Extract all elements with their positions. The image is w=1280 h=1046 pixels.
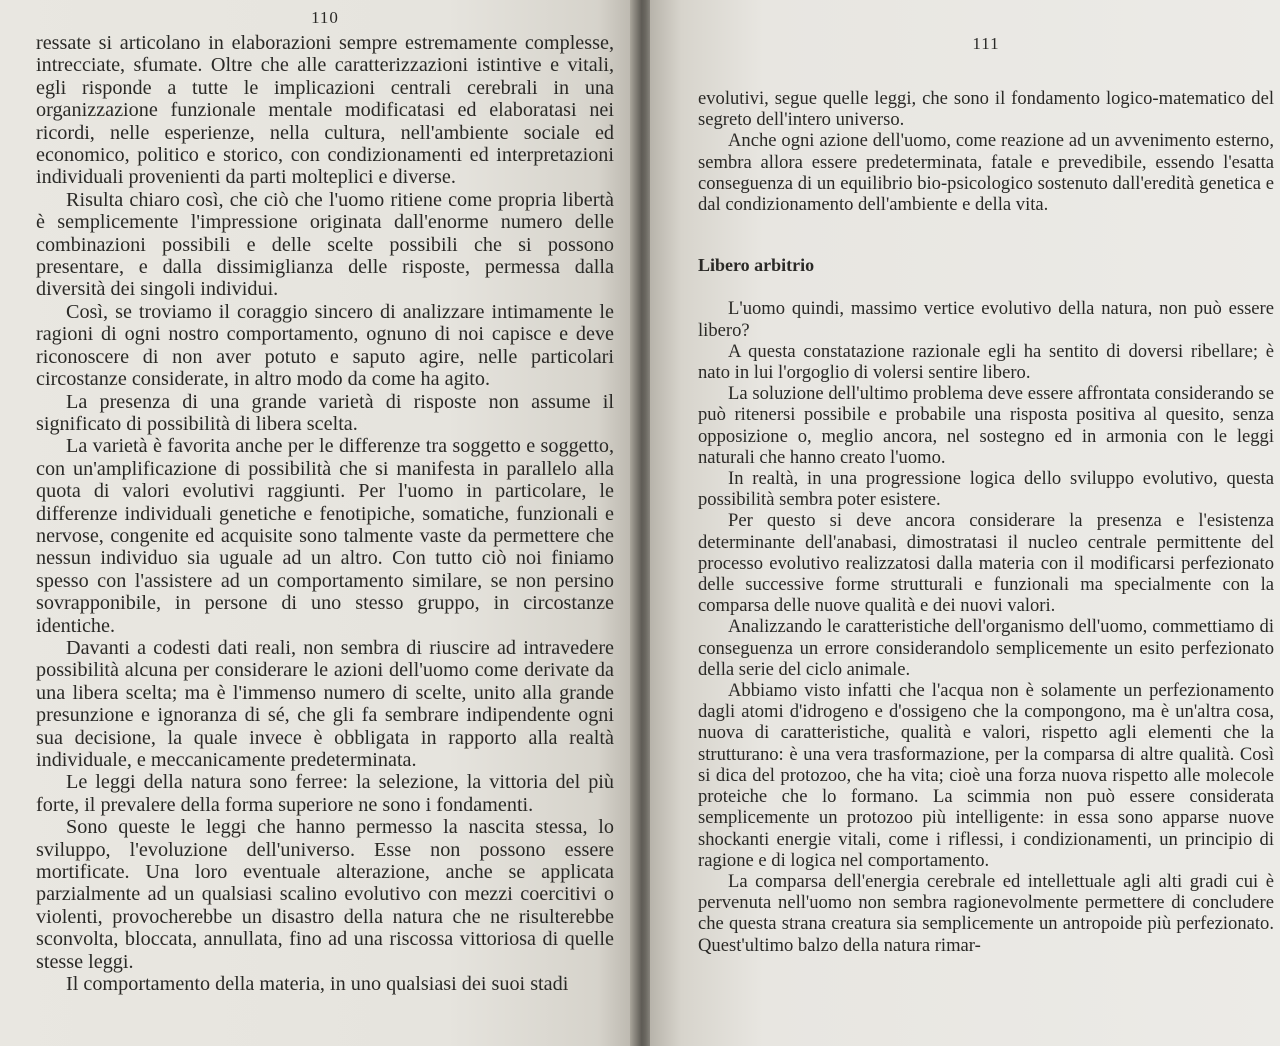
paragraph: Risulta chiaro così, che ciò che l'uomo ritiene come propria libertà è semplicemente l'impressione originata dall'enorme numero delle combinazioni possibili e delle scelte possibili che si possono presentare, e dalla dissimiglianza delle risposte, permessa dalla diversità dei singoli individui. — [36, 188, 614, 301]
paragraph: Sono queste le leggi che hanno permesso la nascita stessa, lo sviluppo, l'evoluzione dell'universo. Esse non possono essere mortificate. Una loro eventuale alterazione, anche se applicata parzialmente ad un qualsiasi scalino evolutivo con mezzi coercitivi o violenti, provocherebbe un disastro della natura che ne risulterebbe sconvolta, bloccata, annullata, fino ad una riscossa vittoriosa di quelle stesse leggi. — [36, 816, 614, 973]
paragraph: Così, se troviamo il coraggio sincero di analizzare intimamente le ragioni di ogni nostro comportamento, ognuno di noi capisce e deve riconoscere di non aver potuto e saputo agire, nelle particolari circostanze considerate, in altro modo da come ha agito. — [36, 300, 614, 391]
paragraph: Abbiamo visto infatti che l'acqua non è solamente un perfezionamento dagli atomi d'idrogeno e d'ossigeno che la compongono, ma è un'altra cosa, nuova di caratteristiche, qualità e valori, rispetto agli elementi che la strutturano: è una vera trasformazione, per la comparsa di altre qualità. Così si dica del protozoo, che ha vita; cioè una forza nuova rispetto alle molecole proteiche che lo formano. La scimmia non può essere considerata semplicemente un protozoo più intelligente: in essa sono apparse nuove shockanti energie vitali, come i riflessi, i condizionamenti, un principio di ragione e di logica nel comportamento. — [698, 680, 1274, 871]
paragraph: Davanti a codesti dati reali, non sembra di riuscire ad intravedere possibilità alcuna per considerare le azioni dell'uomo come derivate da una libera scelta; ma è l'immenso numero di scelte, unito alla grande presunzione e ignoranza di sé, che gli fa sembrare indipendente ogni sua decisione, la quale invece è obbligata in rapporto alla realtà individuale, e meccanicamente predeterminata. — [36, 636, 614, 771]
paragraph: Le leggi della natura sono ferree: la selezione, la vittoria del più forte, il prevalere della forma superiore ne sono i fondamenti. — [36, 771, 614, 816]
right-page-text — [698, 88, 1274, 956]
paragraph: Il comportamento della materia, in uno qualsiasi dei suoi stadi — [66, 973, 569, 996]
paragraph: ressate si articolano in elaborazioni sempre estremamente complesse, intrecciate, sfumate. Oltre che alle caratterizzazioni istintive e vitali, egli risponde a tutte le implicazioni centrali cerebrali in una organizzazione funzionale mentale modificatasi ed elaboratasi nei ricordi, nelle esperienze, nella cultura, nell'ambiente sociale ed economico, politico e storico, con condizionamenti ed interpretazioni individuali provenienti da parti molteplici e diverse. — [36, 32, 614, 189]
left-page-text — [36, 32, 614, 995]
paragraph: La soluzione dell'ultimo problema deve essere affrontata considerando se può ritenersi possibile e probabile una risposta positiva al quesito, senza opposizione o, meglio ancora, nel sostegno ed in armonia con le leggi naturali che hanno creato l'uomo. — [698, 383, 1274, 468]
page-number-right: 111 — [972, 34, 1000, 53]
paragraph: Anche ogni azione dell'uomo, come reazione ad un avvenimento esterno, sembra allora essere predeterminata, fatale e prevedibile, essendo l'esatta conseguenza di un equilibrio bio-psicologico sostenuto dall'eredità genetica e dal condizionamento dell'ambiente e della vita. — [698, 130, 1274, 216]
paragraph: In realtà, in una progressione logica dello sviluppo evolutivo, questa possibilità sembra poter esistere. — [698, 468, 1274, 511]
paragraph: Analizzando le caratteristiche dell'organismo dell'uomo, commettiamo di conseguenza un errore considerandolo semplicemente un esito perfezionato della serie del ciclo animale. — [698, 616, 1274, 680]
paragraph: La comparsa dell'energia cerebrale ed intellettuale agli alti gradi cui è pervenuta nell'uomo non sembra ragionevolmente permettere di concludere che questa strana creatura sia semplicemente un antropoide più perfezionato. Quest'ultimo balzo della natura rimar- — [698, 870, 1274, 956]
paragraph: A questa constatazione razionale egli ha sentito di doversi ribellare; è nato in lui l'orgoglio di volersi sentire libero. — [698, 340, 1274, 384]
right-page — [650, 0, 1280, 1046]
paragraph: L'uomo quindi, massimo vertice evolutivo della natura, non può essere libero? — [698, 298, 1274, 341]
page-number-left: 110 — [311, 8, 339, 27]
paragraph: evolutivi, segue quelle leggi, che sono il fondamento logico-matematico del segreto dell'intero universo. — [698, 88, 1274, 131]
paragraph: La presenza di una grande varietà di risposte non assume il significato di possibilità di libera scelta. — [36, 390, 614, 435]
paragraph: La varietà è favorita anche per le differenze tra soggetto e soggetto, con un'amplificazione di possibilità che si manifesta in parallelo alla quota di valori evolutivi raggiunti. Per l'uomo in particolare, le differenze individuali genetiche e fenotipiche, somatiche, funzionali e nervose, congenite ed acquisite sono talmente vaste da permettere che nessun individuo sia uguale ad un altro. Con tutto ciò noi finiamo spesso con l'assistere ad un comportamento similare, se non persino sovrapponibile, in persone di uno stesso gruppo, in circostanze identiche. — [36, 435, 614, 637]
left-page — [0, 0, 636, 1046]
section-heading: Libero arbitrio — [698, 255, 815, 276]
paragraph: Per questo si deve ancora considerare la presenza e l'esistenza determinante dell'anabasi, dimostratasi il nucleo centrale permittente del processo evolutivo realizzatosi dalla materia con il modificarsi perfezionato delle successive forme strutturali e funzionali ma specialmente con la comparsa delle nuove qualità e dei nuovi valori. — [698, 510, 1274, 617]
